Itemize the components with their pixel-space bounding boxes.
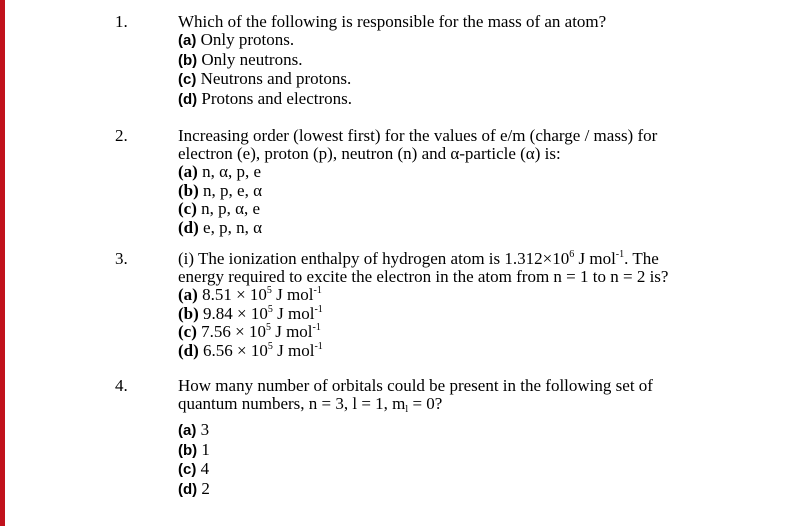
option-c (178, 460, 758, 480)
option-label: (d) (178, 340, 199, 360)
option-d (178, 480, 758, 500)
option-label: (a) (178, 162, 198, 181)
option-c: (c) $7.56 \times 10^5$ J mol$^{-1}$ (178, 322, 321, 342)
option-c (178, 70, 758, 90)
option-text: 1 (201, 439, 210, 459)
option-text: n, p, e, α (203, 180, 262, 200)
option-text: 2 (201, 478, 210, 498)
question-text-line-2: quantum numbers, n = 3, l = 1, $m_l = 0$? (178, 394, 443, 415)
option-label: (b) (178, 51, 198, 69)
option-b: (b) $9.84 \times 10^5$ J mol$^{-1}$ (178, 303, 323, 323)
option-text: Neutrons and protons. (200, 69, 352, 89)
option-b (178, 182, 758, 201)
option-a: (a) $8.51 \times 10^5$ J mol$^{-1}$ (178, 285, 322, 304)
option-label: (a) (178, 32, 197, 49)
option-a (178, 421, 758, 441)
option-b (178, 441, 758, 461)
left-margin-rule (0, 0, 5, 526)
option-label: (d) (178, 480, 198, 498)
question-body (178, 13, 758, 109)
option-a (178, 163, 758, 182)
question-number: 3. (115, 249, 128, 268)
option-label: (b) (178, 441, 198, 459)
option-d (178, 90, 758, 110)
option-text: e, p, n, α (203, 217, 262, 237)
option-text: Only neutrons. (201, 49, 303, 69)
option-label: (d) (178, 90, 198, 108)
question-text-line-1: Increasing order (lowest first) for the values of e/m (charge / mass) for (178, 126, 658, 145)
option-label: (d) (178, 217, 199, 237)
option-text: Only protons. (200, 30, 295, 49)
option-label: (c) (178, 322, 197, 342)
option-text: 4 (200, 459, 210, 479)
question-body (178, 250, 758, 360)
option-text: n, α, p, e (202, 162, 262, 181)
question-text-line-1: (i) The ionization enthalpy of hydrogen atom is $1.312\times 10^6$ J mol$^{-1}$. The (178, 249, 659, 268)
option-label: (c) (178, 461, 197, 479)
option-label: (c) (178, 199, 197, 219)
option-label: (b) (178, 303, 199, 323)
option-text: Protons and electrons. (201, 88, 353, 108)
question-text-line-2: energy required to excite the electron in the atom from n = 1 to n = 2 is? (178, 267, 669, 286)
question-text: Which of the following is responsible for the mass of an atom? (178, 12, 607, 31)
question-body (178, 127, 758, 237)
option-d (178, 219, 758, 238)
option-a (178, 31, 758, 51)
option-text: n, p, α, e (201, 199, 261, 219)
option-label: (c) (178, 71, 197, 89)
question-body (178, 377, 758, 499)
question-text-line-1: How many number of orbitals could be present in the following set of (178, 376, 653, 395)
question-text-line-2: electron (e), proton (p), neutron (n) and α-particle (α) is: (178, 144, 561, 163)
question-number: 2. (115, 126, 128, 145)
option-c (178, 200, 758, 219)
question-number: 1. (115, 12, 128, 31)
option-label: (b) (178, 180, 199, 200)
question-number: 4. (115, 376, 128, 395)
option-d: (d) $6.56 \times 10^5$ J mol$^{-1}$ (178, 340, 323, 360)
option-b (178, 51, 758, 71)
option-text: 3 (200, 420, 210, 439)
option-label: (a) (178, 422, 197, 439)
option-label: (a) (178, 285, 198, 304)
